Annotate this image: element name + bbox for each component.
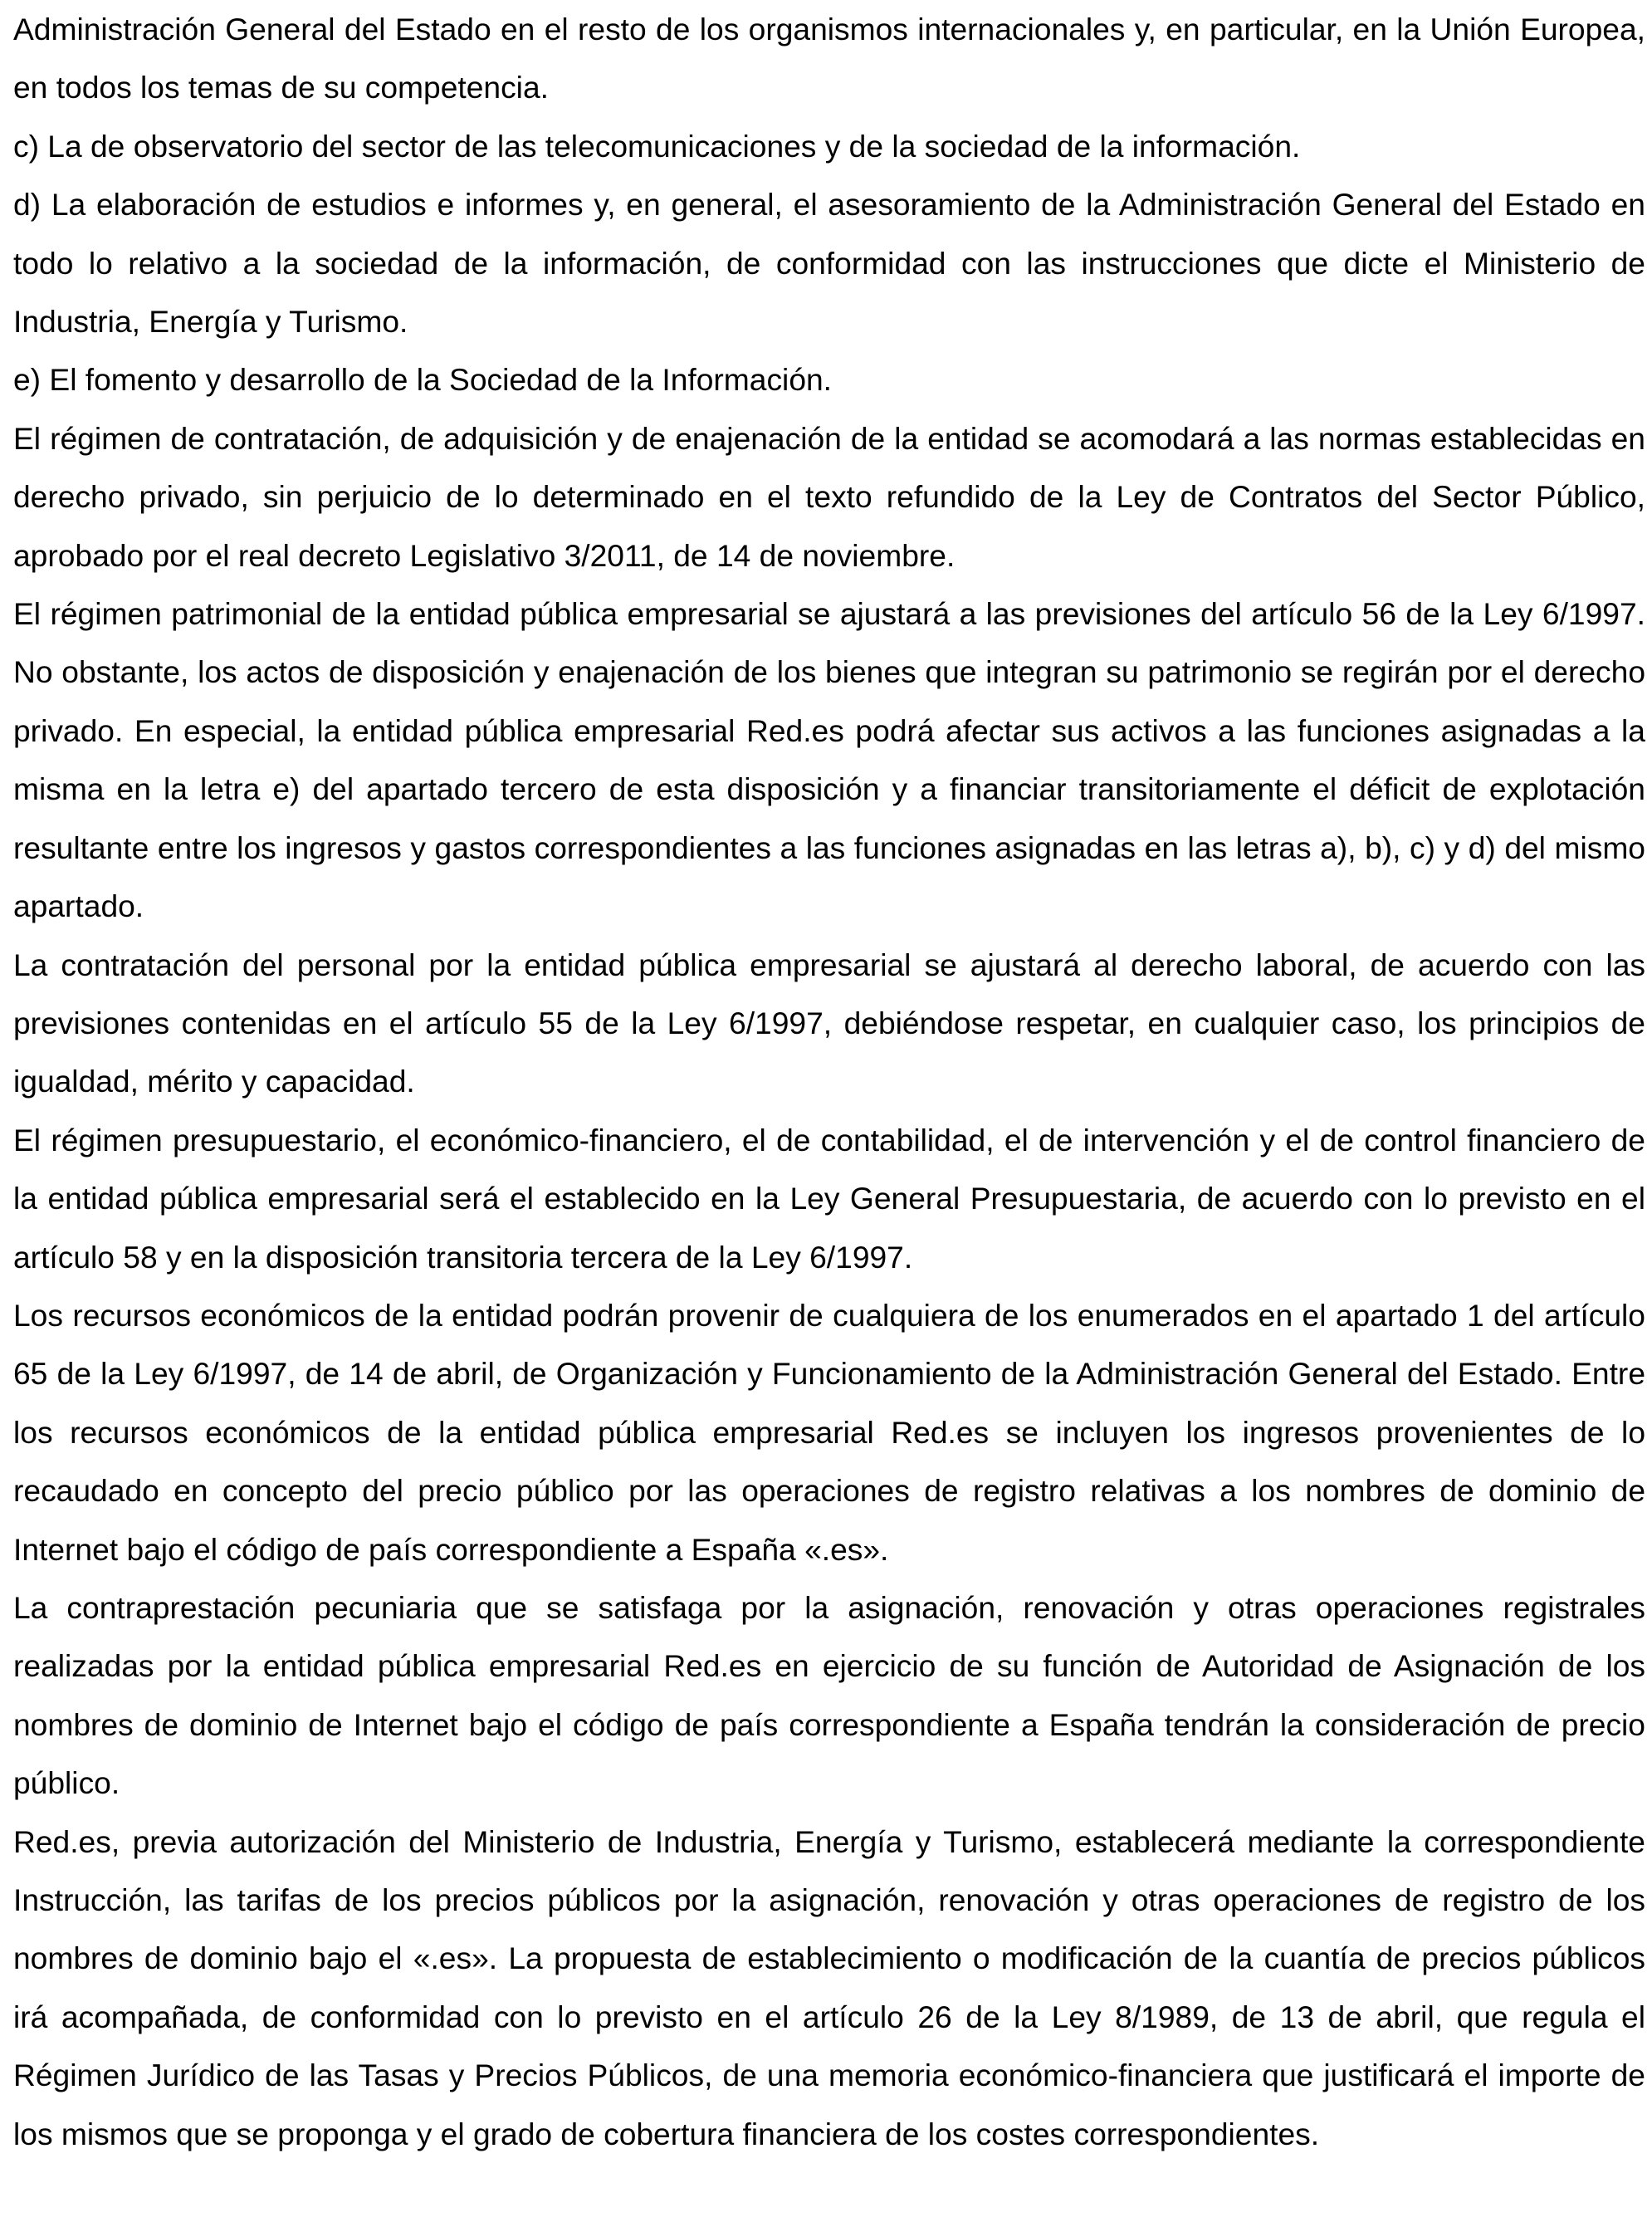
paragraph-budget-regime: El régimen presupuestario, el económico-financiero, el de contabilidad, el de intervención y el de control financiero de la entidad pública empresarial será el establecido en la Ley General Presupuestaria, de acuerdo con lo previsto en el artículo 58 y en la disposición transitoria tercera de la Ley 6/1997. xyxy=(13,1122,1645,1275)
document-page xyxy=(13,0,1645,2163)
paragraph-staff-hiring: La contratación del personal por la entidad pública empresarial se ajustará al derecho laboral, de acuerdo con las previsiones contenidas en el artículo 55 de la Ley 6/1997, debiéndose respetar, en cualquier caso, los principios de igualdad, mérito y capacidad. xyxy=(13,947,1645,1099)
paragraph-economic-resources: Los recursos económicos de la entidad podrán provenir de cualquiera de los enumerados en el apartado 1 del artículo 65 de la Ley 6/1997, de 14 de abril, de Organización y Funcionamiento de la Administración General del Estado. Entre los recursos económicos de la entidad pública empresarial Red.es se incluyen los ingresos provenientes de lo recaudado en concepto del precio público por las operaciones de registro relativas a los nombres de dominio de Internet bajo el código de país correspondiente a España «.es». xyxy=(13,1297,1645,1567)
paragraph-public-price: La contraprestación pecuniaria que se satisfaga por la asignación, renovación y otras operaciones registrales realizadas por la entidad pública empresarial Red.es en ejercicio de su función de Autoridad de Asignación de los nombres de dominio de Internet bajo el código de país correspondiente a España tendrán la consideración de precio público. xyxy=(13,1589,1645,1801)
paragraph-patrimonial-regime: El régimen patrimonial de la entidad pública empresarial se ajustará a las previsiones del artículo 56 de la Ley 6/1997. No obstante, los actos de disposición y enajenación de los bienes que integran su patrimonio se regirán por el derecho privado. En especial, la entidad pública empresarial Red.es podrá afectar sus activos a las funciones asignadas a la misma en la letra e) del apartado tercero de esta disposición y a financiar transitoriamente el déficit de explotación resultante entre los ingresos y gastos correspondientes a las funciones asignadas en las letras a), b), c) y d) del mismo apartado. xyxy=(13,596,1645,924)
paragraph-item-c: c) La de observatorio del sector de las telecomunicaciones y de la sociedad de la información. xyxy=(13,128,1301,164)
paragraph-item-e: e) El fomento y desarrollo de la Sociedad de la Información. xyxy=(13,362,833,398)
paragraph-tariffs: Red.es, previa autorización del Ministerio de Industria, Energía y Turismo, establecerá mediante la correspondiente Instrucción, las tarifas de los precios públicos por la asignación, renovación y otras operaciones de registro de los nombres de dominio bajo el «.es». La propuesta de establecimiento o modificación de la cuantía de precios públicos irá acompañada, de conformidad con lo previsto en el artículo 26 de la Ley 8/1989, de 13 de abril, que regula el Régimen Jurídico de las Tasas y Precios Públicos, de una memoria económico-financiera que justificará el importe de los mismos que se proponga y el grado de cobertura financiera de los costes correspondientes. xyxy=(13,1823,1645,2151)
paragraph-item-d: d) La elaboración de estudios e informes y, en general, el asesoramiento de la Administración General del Estado en todo lo relativo a la sociedad de la información, de conformidad con las instrucciones que dicte el Ministerio de Industria, Energía y Turismo. xyxy=(13,187,1645,340)
paragraph-continuation: Administración General del Estado en el resto de los organismos internacionales y, en particular, en la Unión Europea, en todos los temas de su competencia. xyxy=(13,12,1645,105)
paragraph-contracting-regime: El régimen de contratación, de adquisición y de enajenación de la entidad se acomodará a las normas establecidas en derecho privado, sin perjuicio de lo determinado en el texto refundido de la Ley de Contratos del Sector Público, aprobado por el real decreto Legislativo 3/2011, de 14 de noviembre. xyxy=(13,420,1645,573)
